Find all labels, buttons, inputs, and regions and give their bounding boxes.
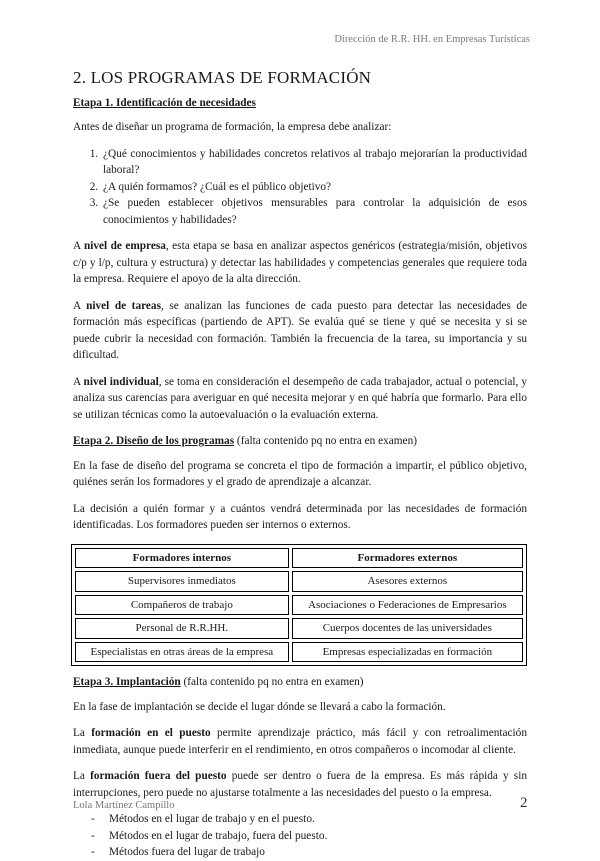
- methods-list: [73, 811, 527, 861]
- table-cell: Especialistas en otras áreas de la empresa: [75, 642, 289, 663]
- list-item: - Métodos en el lugar de trabajo y en el puesto.: [91, 811, 527, 828]
- footer-author: Lola Martínez Campillo: [73, 800, 175, 811]
- stage1-heading: [73, 95, 527, 112]
- paragraph-individual: A nivel individual, se toma en consideración el desempeño de cada trabajador, actual o potencial, y analiza sus carencias para averiguar en qué necesita mejorar y en qué habría que formarlo. Para ello se utilizan técnicas como la autoevaluación o la evaluación externa.: [73, 375, 528, 421]
- table-cell: Asesores externos: [292, 571, 523, 592]
- table-cell: Empresas especializadas en formación: [292, 642, 523, 663]
- stage1-intro: Antes de diseñar un programa de formación, la empresa debe analizar:: [73, 121, 392, 133]
- paragraph-empresa: A nivel de empresa, esta etapa se basa en analizar aspectos genéricos (estrategia/misión, objetivos c/p y l/p, cultura y estructura) y detectar las habilidades y competencias generales que requiere toda la empresa. Requiere el apoyo de la alta dirección.: [73, 240, 528, 285]
- table-header-cell: Formadores internos: [75, 548, 289, 569]
- table-row: [75, 618, 523, 639]
- stage2-note: (falta contenido pq no entra en examen): [234, 435, 417, 447]
- stage2-paragraph-1: En la fase de diseño del programa se concreta el tipo de formación a impartir, el público objetivo, quiénes serán los formadores y el grado de aprendizaje a alcanzar.: [73, 459, 527, 488]
- stage2-title: Etapa 2. Diseño de los programas: [73, 435, 235, 447]
- stage2-heading: [73, 433, 527, 450]
- questions-list: [73, 146, 527, 229]
- stage3-heading: [73, 674, 527, 691]
- stage3-paragraph-1: En la fase de implantación se decide el lugar dónde se llevará a cabo la formación.: [73, 700, 446, 713]
- table-cell: Cuerpos docentes de las universidades: [292, 618, 523, 639]
- table-cell: Personal de R.R.HH.: [75, 618, 289, 639]
- table-cell: Compañeros de trabajo: [75, 595, 289, 616]
- list-item: 2. ¿A quién formamos? ¿Cuál es el público objetivo?: [101, 179, 527, 196]
- table-header-cell: Formadores externos: [292, 548, 523, 569]
- list-item: - Métodos en el lugar de trabajo, fuera del puesto.: [91, 828, 527, 845]
- paragraph-tareas: A nivel de tareas, se analizan las funciones de cada puesto para detectar las necesidades de formación más específicas (partiendo de APT). Se evalúa qué se tiene y qué se necesita y si se puede cubrir la necesidad con formación. También la frecuencia de la tarea, su importancia y su dificultad.: [73, 299, 527, 361]
- table-row: [75, 595, 523, 616]
- stage2-paragraph-2: La decisión a quién formar y a cuántos vendrá determinada por las necesidades de formación identificadas. Los formadores pueden ser internos o externos.: [73, 502, 527, 531]
- stage1-title: Etapa 1. Identificación de necesidades: [73, 96, 256, 109]
- table-header-row: [75, 548, 523, 569]
- page-number: 2: [520, 795, 528, 811]
- table-cell: Supervisores inmediatos: [75, 571, 289, 592]
- section-title: 2. LOS PROGRAMAS DE FORMACIÓN: [73, 68, 372, 87]
- table-row: [75, 571, 523, 592]
- list-item: 3. ¿Se pueden establecer objetivos mensurables para controlar la adquisición de esos conocimientos y habilidades?: [101, 195, 527, 228]
- paragraph-fuera: La formación fuera del puesto puede ser dentro o fuera de la empresa. Es más rápida y sin interrupciones, pero puede no ajustarse totalmente a las necesidades del puesto o la empresa.: [73, 770, 527, 799]
- list-item: 1. ¿Qué conocimientos y habilidades concretos relativos al trabajo mejorarían la productividad laboral?: [101, 146, 527, 179]
- list-item: - Métodos fuera del lugar de trabajo: [91, 844, 527, 861]
- running-header: Dirección de R.R. HH. en Empresas Turísticas: [334, 34, 530, 45]
- table-cell: Asociaciones o Federaciones de Empresarios: [292, 595, 523, 616]
- paragraph-puesto: La formación en el puesto permite aprendizaje práctico, más fácil y con retroalimentación inmediata, aunque puede interferir en el rendimiento, en otros compañeros o incomodar al cliente.: [73, 727, 527, 756]
- stage3-title: Etapa 3. Implantación: [73, 676, 181, 688]
- trainers-table: [71, 544, 527, 667]
- stage3-note: (falta contenido pq no entra en examen): [180, 676, 364, 688]
- table-row: [75, 642, 523, 663]
- page-body: [73, 70, 527, 861]
